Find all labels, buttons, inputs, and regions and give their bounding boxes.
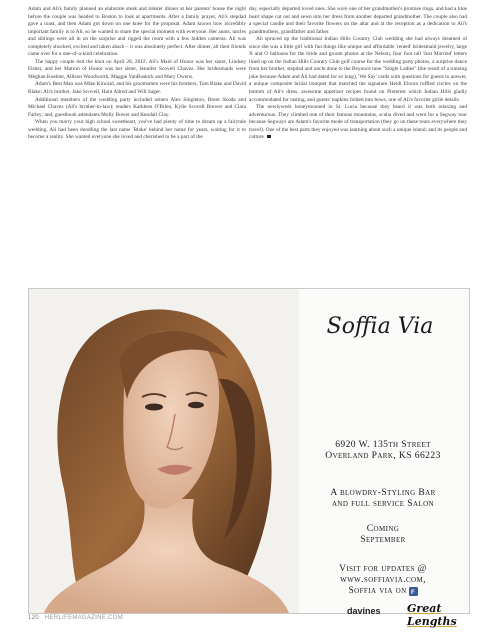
- visit-updates: [297, 563, 469, 596]
- logo-text: Soffia Via: [326, 314, 434, 339]
- davines-wordmark: davines: [347, 606, 381, 616]
- paragraph-final: [249, 104, 467, 142]
- facebook-icon[interactable]: f: [409, 587, 418, 596]
- page-footer: [28, 615, 123, 621]
- tagline-line-1: A blowdry-Styling Bar: [330, 487, 436, 498]
- salon-tagline: [297, 487, 469, 509]
- paragraph: Ali spruced up the traditional Indian Hills Country Club wedding she had always dreamed of since she was a little girl with fun things like unique and affordable 'rented' bridesmaid jewelry, large X and O balloons for the bride and groom photos at the Nelson, four foot tall 'Just Married' letters lined up on the Indian Hills Country Club golf course for the wedding party photos, a surprise dance from her brother, stepdad and uncle done to the Beyoncé tune "Single Ladies" (the result of a running joke because Adam and Ali had dated for so long), 'We Say' cards with questions for guests to answer, a unique composite bridal bouquet that matched the signature Heidi Elnora ruffled circles on the bottom of Ali's dress, awesome appetizer recipes found on Pinterest which Indian Hills gladly accommodated for tasting, and guests' napkins folded into bows, one of Ali's favorite girlie details.: [249, 36, 467, 103]
- paragraph: Adam and Ali's family planned an elaborate steak and lobster dinner at her parents' house the night before the couple was headed to Boston to look at apartments. After a family prayer, Ali's stepdad gave a toast, and then Adam got down on one knee for the proposal. Adam knows how incredibly important family is to Ali, so he wanted to share the special moment with everyone. Her aunts, uncles and siblings were all in on the surprise and rigged the room with a few hidden cameras. Ali was completely shocked, excited and taken aback – it was absolutely perfect. After dinner, all their friends came over for a one-of-a-kind celebration.: [28, 6, 246, 58]
- davines-logo: [347, 606, 381, 616]
- great-lengths-logo: Great Lengths: [407, 602, 457, 628]
- website-link[interactable]: www.soffiavia.com,: [340, 574, 426, 585]
- visit-line-1: Visit for updates @: [339, 563, 427, 574]
- paragraph: Adam's Best Man was Mike Kincaid, and his groomsmen were his brothers, Tom Blake and David Blake; Ali's brother, Jake Scovell, Hunt Allred and Will Sager.: [28, 81, 246, 96]
- coming-soon-notice: [297, 523, 469, 545]
- paragraph: The happy couple tied the knot on April 28, 2012. Ali's Maid of Honor was her sister, Lindsey Fisher, and her Matron of Honor was her sister, Jennifer Scovell Chavez. Her bridesmaids were Meghan Koehler, Allison Woodworth, Maggie VanBuskirk and Mary Owens.: [28, 58, 246, 80]
- address-street: 6920 W. 135th Street: [335, 439, 431, 450]
- article-column-right: [249, 6, 467, 142]
- coming-line-1: Coming: [366, 523, 400, 534]
- salon-address: [297, 439, 469, 461]
- paragraph: Additional members of the wedding party included ushers Alex Singleton, Brent Skoda and Michael Chavez (Ali's brother-in-law); readers Kathleen O'Brien, Kylie Scovell Brewer and Clara Farley; and, guestbook attendants Molly Bower and Kendall Clay.: [28, 96, 246, 118]
- soffia-via-logo: [325, 303, 435, 347]
- article-column-left: [28, 6, 246, 142]
- coming-line-2: September: [360, 534, 406, 545]
- address-city: Overland Park, KS 66223: [325, 450, 441, 461]
- page-number: 120: [28, 615, 39, 621]
- facebook-label: Soffia via on: [348, 585, 407, 596]
- paragraph: When you marry your high school sweetheart, you've had plenty of time to dream up a fairytale wedding. Ali had been doodling the last name 'Blake' behind her name for years, waiting for it to become a reality. She wanted everyone she loved and cherished to be a part of the: [28, 119, 246, 141]
- model-portrait-photo: [29, 289, 299, 613]
- paragraph-text: The newlyweds honeymooned in St. Lucia because they heard it was both relaxing and adventurous. They climbed one of their famous mountains, scuba dived and went for a Segway tour because Segways are Adam's favorite mode of transportation (they go on these tours everywhere they travel). One of the best parts they enjoyed was learning about such a unique island, and its people and culture.: [249, 104, 467, 141]
- end-mark-icon: [267, 135, 271, 139]
- visit-line-3: [297, 585, 469, 596]
- tagline-line-2: and full service Salon: [331, 498, 435, 509]
- paragraph: day, especially departed loved ones. She wore one of her grandmother's promise rings, and had a blue heart shape cut out and sewn into her dress from another departed grandmother. The couple also had a special candle and their favorite flowers on the altar and at the reception as a dedication to Ali's grandmothers, grandfather and father.: [249, 6, 467, 35]
- site-url: HERLIFEMAGAZINE.COM: [44, 615, 123, 621]
- ad-info-panel: [297, 289, 469, 613]
